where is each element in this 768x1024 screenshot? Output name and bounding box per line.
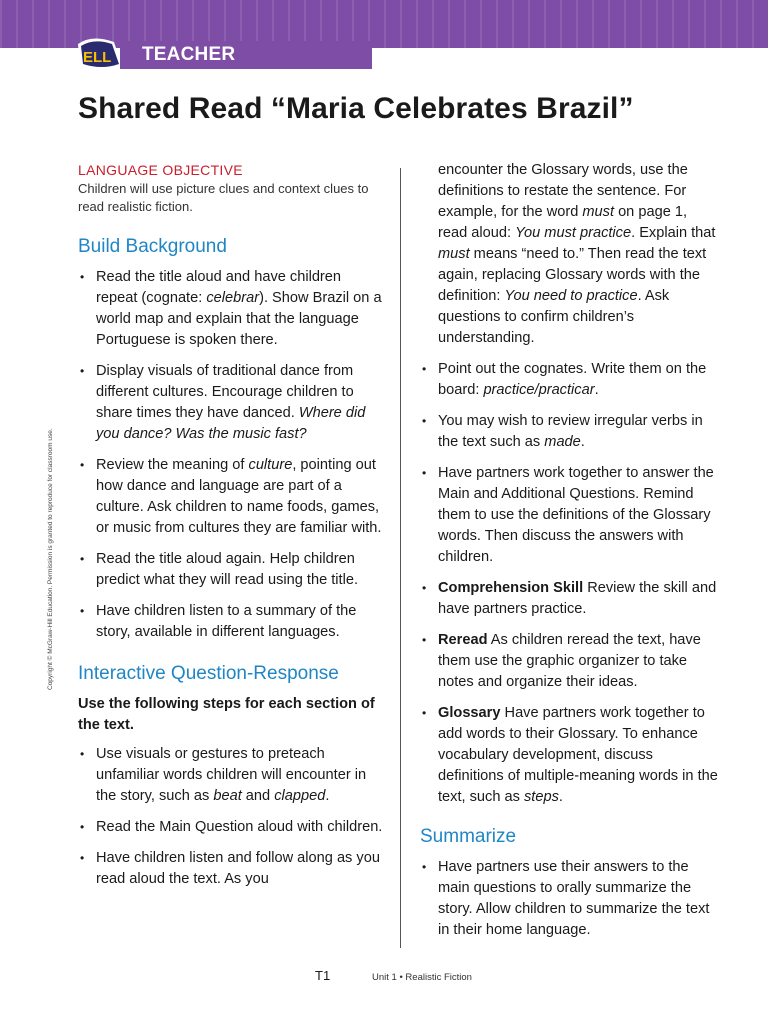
language-objective-heading: LANGUAGE OBJECTIVE	[78, 162, 243, 178]
list-item: • Glossary Have partners work together to add words to their Glossary. To enhance vocabulary development, discuss definitions of multiple-meaning words in the text, such as steps.	[420, 703, 720, 808]
iqr-subhead: Use the following steps for each section of the text.	[78, 696, 375, 733]
language-objective-text: Children will use picture clues and context clues to read realistic fiction.	[78, 181, 369, 214]
footer-unit-label: Unit 1 • Realistic Fiction	[372, 972, 472, 983]
iqr-list	[78, 744, 384, 890]
list-item: • Use visuals or gestures to preteach unfamiliar words children will encounter in the story, such as beat and clapped.	[78, 744, 384, 807]
copyright-notice: Copyright © McGraw-Hill Education. Permission is granted to reproduce for classroom use.	[47, 428, 54, 690]
summarize-list	[420, 857, 720, 941]
list-item: • Read the title aloud and have children repeat (cognate: celebrar). Show Brazil on a world map and explain that the language Portuguese is spoken there.	[78, 267, 384, 351]
list-item: • Read the title aloud again. Help children predict what they will read using the title.	[78, 549, 384, 591]
build-background-list	[78, 267, 384, 643]
list-item: • Have partners use their answers to the main questions to orally summarize the story. Allow children to summarize the text in their home language.	[420, 857, 720, 941]
list-item: • Have children listen and follow along as you read aloud the text. As you	[78, 848, 384, 890]
column-divider	[400, 168, 401, 948]
list-item: • Point out the cognates. Write them on the board: practice/practicar.	[420, 359, 720, 401]
list-item: • Comprehension Skill Review the skill and have partners practice.	[420, 578, 720, 620]
list-item: • Have partners work together to answer the Main and Additional Questions. Remind them to use the definitions of the Glossary words. Then discuss the answers with children.	[420, 463, 720, 568]
teacher-instruction-tag	[120, 41, 372, 93]
list-item: • Read the Main Question aloud with children.	[78, 817, 384, 838]
ell-logo-text: ELL	[83, 49, 112, 66]
summarize-heading: Summarize	[420, 826, 517, 847]
right-column	[420, 160, 720, 951]
list-item: • Review the meaning of culture, pointing out how dance and language are part of a culture. Ask children to name foods, games, or music from cultures they are familiar with.	[78, 455, 384, 539]
list-item: • Reread As children reread the text, have them use the graphic organizer to take notes and organize their ideas.	[420, 630, 720, 693]
list-item-continued: encounter the Glossary words, use the definitions to restate the sentence. For example, for the word must on page 1, read aloud: You must practice. Explain that must means “need to.” Then read the text again, replacing Glossary words with the definition: You need to practice. Ask questions to confirm children’s understanding.	[438, 162, 716, 346]
list-item: • Display visuals of traditional dance from different cultures. Encourage children to share times they have danced. Where did you dance? Was the music fast?	[78, 361, 384, 445]
teacher-instruction-label: TEACHER INSTRUCTION	[142, 44, 275, 93]
left-column	[78, 160, 384, 900]
page-title: Shared Read “Maria Celebrates Brazil”	[78, 92, 634, 125]
page-number: T1	[315, 968, 331, 983]
iqr-list-continued	[420, 160, 720, 808]
list-item: • Have children listen to a summary of the story, available in different languages.	[78, 601, 384, 643]
iqr-heading: Interactive Question-Response	[78, 663, 339, 684]
list-item: • You may wish to review irregular verbs in the text such as made.	[420, 411, 720, 453]
ell-logo	[74, 36, 126, 72]
build-background-heading: Build Background	[78, 236, 227, 257]
